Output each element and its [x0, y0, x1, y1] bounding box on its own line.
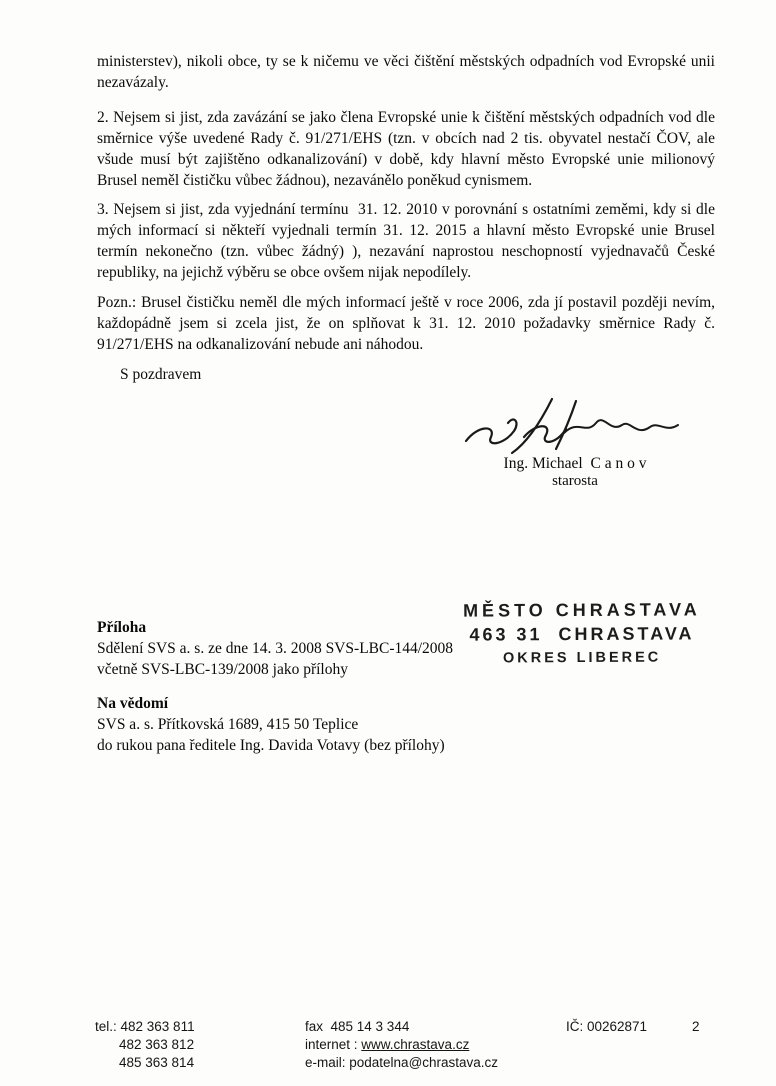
- paragraph-point-3: 3. Nejsem si jist, zda vyjednání termínu 31. 12. 2010 v porovnání s ostatními zeměmi, kdy si dle mých informací si někteří vyjednali termín 31. 12. 2015 a hlavní město Evropské unie Brusel termín nekonečno (tzn. vůbec žádný) ), nezavání naprostou neschopností vyjednavačů České republiky, na jejichž výběru se obce ovšem nijak nepodílely.: [97, 201, 719, 281]
- stamp-postal-code: 463 31 CHRASTAVA: [469, 623, 695, 645]
- telephone-line: tel.: 482 363 811: [95, 1019, 195, 1034]
- cc-heading: Na vědomí: [97, 695, 169, 712]
- paragraph-note: Pozn.: Brusel čističku neměl dle mých informací ještě v roce 2006, zda jí postavil později nevím, každopádně jsem si zcela jist, že on splňovat k 31. 12. 2010 požadavky směrnice Rady č. 91/271/EHS na odkanalizování nebude ani náhodou.: [97, 294, 719, 353]
- closing-salutation: S pozdravem: [120, 366, 202, 383]
- telephone-line: 485 363 814: [119, 1055, 195, 1070]
- paragraph-continuation: ministerstev), nikoli obce, ty se k ničemu ve věci čištění městských odpadních vod Evropské unii nezavázaly.: [97, 53, 719, 91]
- company-id-number: IČ: 00262871: [566, 1019, 648, 1034]
- footer-telephone-block: [95, 1018, 195, 1072]
- website-link: www.chrastava.cz: [361, 1037, 470, 1052]
- paragraph-point-2: 2. Nejsem si jist, zda zavázání se jako člena Evropské unie k čištění městských odpadních vod dle směrnice výše uvedené Rady č. 91/271/EHS (tzn. v obcích nad 2 tis. obyvatel nestačí ČOV, ale všude musí být zajištěno odkanalizování) v době, kdy hlavní město Evropské unie milionový Brusel neměl čističku vůbec žádnou), nezavánělo poněkud cynismem.: [97, 109, 719, 189]
- attachment-line-2: včetně SVS-LBC-139/2008 jako přílohy: [97, 661, 348, 678]
- page-number: 2: [692, 1019, 700, 1034]
- cc-line-2: do rukou pana ředitele Ing. Davida Votavy (bez přílohy): [97, 737, 445, 754]
- fax-line: fax 485 14 3 344: [305, 1019, 410, 1034]
- attachment-line-1: Sdělení SVS a. s. ze dne 14. 3. 2008 SVS-LBC-144/2008: [97, 640, 454, 657]
- telephone-line: 482 363 812: [119, 1037, 195, 1052]
- signature-block: [440, 395, 710, 490]
- email-line: e-mail: podatelna@chrastava.cz: [305, 1055, 499, 1070]
- attachment-section: [97, 617, 453, 680]
- signer-name: Ing. Michael C a n o v: [503, 455, 647, 472]
- attachment-heading: Příloha: [97, 619, 147, 636]
- footer-contact-block: [305, 1018, 498, 1072]
- internet-label: internet :: [305, 1037, 362, 1052]
- city-stamp: [448, 597, 716, 670]
- stamp-district: OKRES LIBEREC: [502, 649, 662, 667]
- cc-line-1: SVS a. s. Přítkovská 1689, 415 50 Teplice: [97, 716, 359, 733]
- stamp-city-name: MĚSTO CHRASTAVA: [462, 599, 701, 621]
- signer-title: starosta: [552, 473, 598, 489]
- cc-section: [97, 693, 445, 756]
- handwritten-signature-icon: [460, 395, 690, 459]
- internet-line: [305, 1036, 498, 1054]
